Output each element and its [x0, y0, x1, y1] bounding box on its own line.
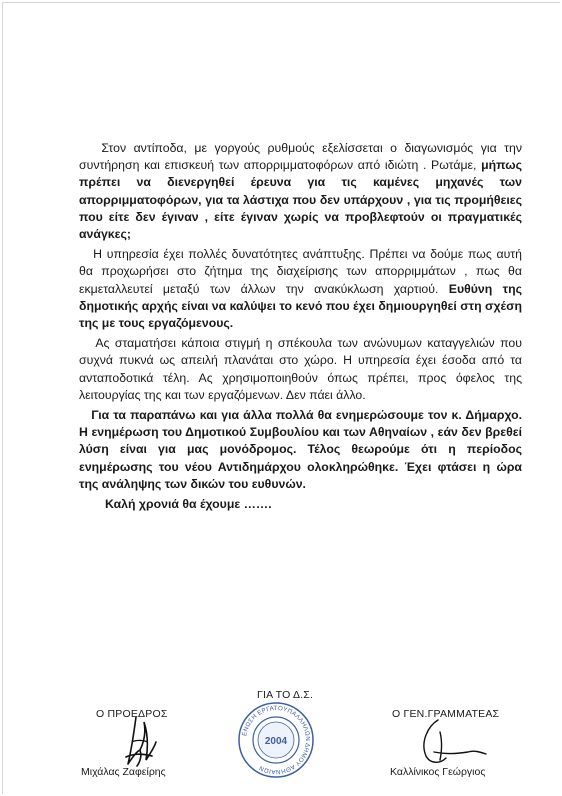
paragraph-3: [79, 335, 522, 404]
secretary-name: Καλλίνικος Γεώργιος: [390, 766, 486, 778]
paragraph-2-bold: Ευθύνη της δημοτικής αρχής είναι να καλύψει το κενό που έχει δημιουργηθεί στη σχέση της με τους εργαζόμενους.: [79, 281, 522, 331]
president-title: Ο ΠΡΟΕΔΡΟΣ: [96, 708, 168, 720]
secretary-signature: [410, 712, 490, 772]
stamp-year: 2004: [264, 736, 288, 747]
closing-line: Καλή χρονιά θα έχουμε …….: [105, 497, 272, 512]
paragraph-1-bold: μήπως πρέπει να διενεργηθεί έρευνα για τις καμένες μηχανές των απορριμματοφόρων, για τα λάστιχα που δεν υπάρχουν , για τις προμήθειες που είτε δεν έγιναν , είτε έγιναν χωρίς να προβλεφτούν οι πραγματικές ανάγκες;: [79, 158, 522, 242]
president-signature: [118, 712, 168, 772]
paragraph-4: [79, 407, 522, 493]
paragraph-2: [79, 246, 522, 332]
paragraph-1-text: Στον αντίποδα, με γοργούς ρυθμούς εξελίσσεται ο διαγωνισμός για την συντήρηση και επισκευή των απορριμματοφόρων από ιδιώτη . Ρωτάμε,: [79, 141, 522, 173]
paragraph-3-text: Ας σταματήσει κάποια στιγμή η σπέκουλα των ανώνυμων καταγγελιών που συχνά πυκνά ως απειλή πλανάται στο χώρο. Η υπηρεσία έχει έσοδα από τα ανταποδοτικά τέλη. Ας χρησιμοποιηθούν όπως πρέπει, προς όφελος της λειτουργίας της και των εργαζόμενων. Δεν πάει άλλο.: [79, 336, 522, 402]
stamp-ring-text: ΕΝΩΣΗ ΕΡΓΑΤΟΥΠΑΛΛΗΛΩΝ ΔΗΜΟΥ ΑΘΗΝΑΙΩΝ: [241, 704, 312, 776]
paragraph-4-bold: Για τα παραπάνω και για άλλα πολλά θα ενημερώσουμε τον κ. Δήμαρχο. Η ενημέρωση του Δημοτικού Συμβουλίου και των Αθηναίων , εάν δεν βρεθεί λύση είναι για μας μονόδρομος. Τέλος θεωρούμε ότι η περίοδος ενημέρωσης του νέου Αντιδημάρχου ολοκληρώθηκε. Έχει φτάσει η ώρα της ανάληψης των δικών του ευθυνών.: [79, 408, 523, 491]
letter-body: [79, 140, 522, 513]
union-stamp: [236, 700, 316, 780]
secretary-title: Ο ΓΕΝ.ΓΡΑΜΜΑΤΕΑΣ: [392, 708, 500, 720]
president-name: Μιχάλας Ζαφείρης: [81, 766, 166, 778]
on-behalf-label: ΓΙΑ ΤΟ Δ.Σ.: [257, 689, 314, 701]
paragraph-1: [79, 140, 522, 243]
paragraph-2-text: Η υπηρεσία έχει πολλές δυνατότητες ανάπτυξης. Πρέπει να δούμε πως αυτή θα προχωρήσει στο ζήτημα της διαχείρισης των απορριμμάτων , πως θα εκμεταλλευτεί μεταξύ των άλλων την ανακύκλωση χαρτιού.: [79, 247, 522, 296]
